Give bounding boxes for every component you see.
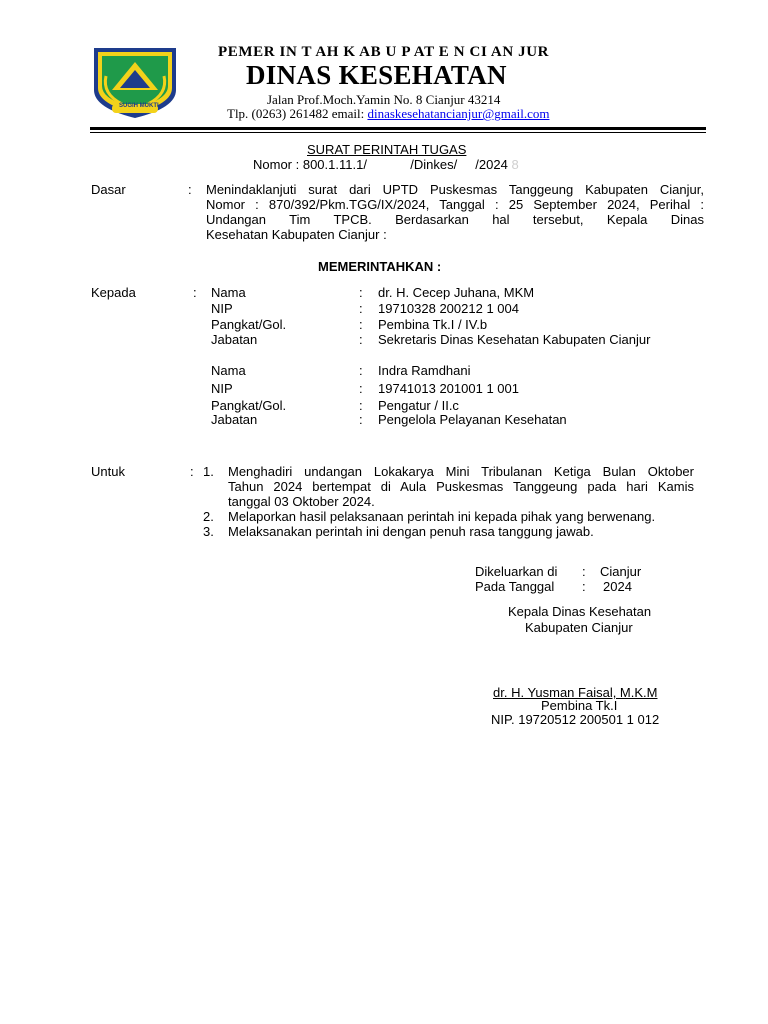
field-colon: : bbox=[359, 285, 363, 300]
dasar-colon: : bbox=[188, 182, 192, 197]
task-line: Tahun 2024 bertempat di Aula Puskesmas Tanggeung pada hari Kamis bbox=[228, 479, 694, 494]
issued-date-colon: : bbox=[582, 579, 586, 594]
person1-rank: Pembina Tk.I / IV.b bbox=[378, 317, 488, 332]
letter-title: SURAT PERINTAH TUGAS bbox=[307, 142, 467, 157]
dasar-line: Nomor : 870/392/Pkm.TGG/IX/2024, Tanggal : 25 September 2024, Perihal : bbox=[206, 197, 704, 212]
person2-position: Pengelola Pelayanan Kesehatan bbox=[378, 412, 567, 427]
department-name: DINAS KESEHATAN bbox=[246, 60, 507, 90]
person2-nip: 19741013 201001 1 001 bbox=[378, 381, 519, 396]
field-colon: : bbox=[359, 398, 363, 413]
memerintahkan-heading: MEMERINTAHKAN : bbox=[318, 259, 442, 274]
kepada-label: Kepada bbox=[91, 285, 136, 300]
agency-name: PEMER IN T AH K AB U P AT E N CI AN JUR bbox=[218, 44, 550, 60]
task-line: tanggal 03 Oktober 2024. bbox=[228, 494, 375, 509]
field-colon: : bbox=[359, 381, 363, 396]
issued-place-colon: : bbox=[582, 564, 586, 579]
contact-line bbox=[227, 106, 549, 122]
person2-name: Indra Ramdhani bbox=[378, 363, 471, 378]
task-line: Melaporkan hasil pelaksanaan perintah ini kepada pihak yang berwenang. bbox=[228, 509, 656, 524]
person1-name: dr. H. Cecep Juhana, MKM bbox=[378, 285, 535, 300]
task-line: Melaksanakan perintah ini dengan penuh rasa tanggung jawab. bbox=[228, 524, 594, 539]
field-colon: : bbox=[359, 363, 363, 378]
signatory-nip: NIP. 19720512 200501 1 012 bbox=[491, 712, 660, 727]
kepada-colon: : bbox=[193, 285, 197, 300]
address-line: Jalan Prof.Moch.Yamin No. 8 Cianjur 43214 bbox=[267, 92, 501, 107]
field-colon: : bbox=[359, 332, 363, 347]
task-number: 3. bbox=[203, 524, 214, 539]
task-line: Menghadiri undangan Lokakarya Mini Tribulanan Ketiga Bulan Oktober bbox=[228, 464, 694, 479]
field-colon: : bbox=[359, 412, 363, 427]
dasar-line: Kesehatan Kabupaten Cianjur : bbox=[206, 227, 387, 242]
person2-field-label: Pangkat/Gol. bbox=[211, 398, 287, 413]
dasar-label: Dasar bbox=[91, 182, 126, 197]
person2-field-label: NIP bbox=[211, 381, 233, 396]
person1-nip: 19710328 200212 1 004 bbox=[378, 301, 519, 316]
person1-position: Sekretaris Dinas Kesehatan Kabupaten Cianjur bbox=[378, 332, 651, 347]
signatory-position: Kepala Dinas Kesehatan bbox=[508, 604, 652, 619]
person1-field-label: Pangkat/Gol. bbox=[211, 317, 287, 332]
letter-number-text: Nomor : 800.1.11.1/ /Dinkes/ /2024 bbox=[253, 157, 508, 172]
person1-field-label: Nama bbox=[211, 285, 246, 300]
person2-field-label: Jabatan bbox=[211, 412, 258, 427]
task-number: 2. bbox=[203, 509, 214, 524]
untuk-colon: : bbox=[190, 464, 194, 479]
task-number: 1. bbox=[203, 464, 214, 479]
issued-place-label: Dikeluarkan di bbox=[475, 564, 558, 579]
field-colon: : bbox=[359, 317, 363, 332]
letter-number-trail: 8 bbox=[511, 157, 519, 172]
field-colon: : bbox=[359, 301, 363, 316]
logo-motto: SUGIH MUKTI bbox=[119, 103, 159, 109]
dasar-line: Menindaklanjuti surat dari UPTD Puskesmas Tanggeung Kabupaten Cianjur, bbox=[206, 182, 704, 197]
header-rule-thick bbox=[90, 127, 706, 130]
person2-field-label: Nama bbox=[211, 363, 246, 378]
issued-place: Cianjur bbox=[600, 564, 642, 579]
issued-date: 2024 bbox=[603, 579, 632, 594]
signatory-rank: Pembina Tk.I bbox=[541, 698, 618, 713]
issued-date-label: Pada Tanggal bbox=[475, 579, 555, 594]
header-rule-thin bbox=[90, 132, 706, 133]
email-link[interactable]: dinaskesehatancianjur@gmail.com bbox=[367, 106, 550, 121]
regency-logo bbox=[92, 46, 178, 120]
signatory-region: Kabupaten Cianjur bbox=[525, 620, 633, 635]
untuk-label: Untuk bbox=[91, 464, 125, 479]
person1-field-label: NIP bbox=[211, 301, 233, 316]
person1-field-label: Jabatan bbox=[211, 332, 258, 347]
letter-number bbox=[253, 157, 519, 172]
person2-rank: Pengatur / II.c bbox=[378, 398, 459, 413]
contact-prefix: Tlp. (0263) 261482 email: bbox=[227, 106, 368, 121]
signatory-name: dr. H. Yusman Faisal, M.K.M bbox=[493, 685, 658, 700]
dasar-line: Undangan Tim TPCB. Berdasarkan hal tersebut, Kepala Dinas bbox=[206, 212, 704, 227]
